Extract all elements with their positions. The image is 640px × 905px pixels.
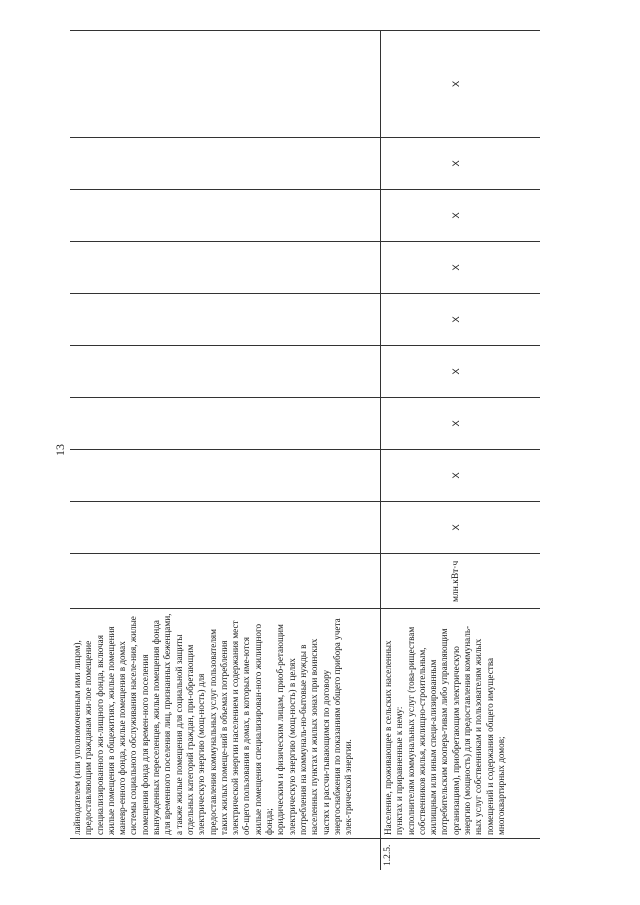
- table-row: [380, 30, 540, 870]
- value-cell: [70, 397, 380, 449]
- value-cell: [70, 189, 380, 241]
- description-paragraph: Население, проживающее в сельских населенных пунктах и приравненные к нему:: [383, 640, 405, 835]
- value-mark: X: [451, 524, 462, 531]
- value-mark: X: [451, 472, 462, 479]
- value-cell: [381, 241, 540, 293]
- value-cell: [70, 293, 380, 345]
- value-cell: [70, 501, 380, 553]
- value-mark: X: [451, 212, 462, 219]
- page-number: 13: [53, 444, 67, 456]
- value-cell: [381, 501, 540, 553]
- value-cell: [381, 137, 540, 189]
- value-cell: [381, 30, 540, 137]
- table-row: [70, 30, 380, 870]
- row-description-cell: [70, 608, 380, 838]
- value-cell: [381, 449, 540, 501]
- description-paragraph: исполнителям коммунальных услуг (това-риществам собственников жилья, жилищно-строительным, жилищным или иным специ-ализированным потребительским коопера-тивам либо управляющим организациям), приобретающим электрическую энергию (мощность) для предоставления коммуналь-ных услуг собственникам и пользователям жилых помещений и содержания общего имущества многоквартирных домов;: [405, 625, 506, 835]
- value-cell: [70, 241, 380, 293]
- value-mark: X: [451, 80, 462, 88]
- tariff-table: [70, 30, 540, 870]
- unit-cell: [70, 553, 380, 608]
- row-number-cell: [381, 838, 540, 870]
- value-cell: [381, 397, 540, 449]
- row-description-cell: [381, 608, 540, 838]
- value-cell: [381, 345, 540, 397]
- description-paragraph: юридическим и физическим лицам, приоб-ретающим электрическую энергию (мощ-ность) в целях потребления на коммуналь-но-бытовые нужды в населенных пунктах и жилых зонах при воинских частях и рассчи-тывающимся по договору энергоснабжения по показаниям общего прибора учета элек-трической энергии.: [275, 618, 354, 835]
- value-mark: X: [451, 368, 462, 375]
- value-cell: [70, 449, 380, 501]
- value-cell: [381, 293, 540, 345]
- row-number-cell: [70, 838, 380, 870]
- row-number: 1.2.5.: [383, 844, 393, 866]
- value-cell: [70, 137, 380, 189]
- unit-cell: [381, 553, 540, 608]
- value-mark: X: [451, 264, 462, 271]
- description-paragraph: лайнодателем (или уполномоченным ими лицом), предоставляющим гражданам жи-лое помещение специализированного жи-лищного фонда, включая жилые помещения в общежитиях, жилые помещения маневр-енного фонда, жилые помещения в домах системы социального обслуживания населе-ния, жилые помещения фонда для времен-ного поселения вынужденных переселенцев, жилые помещения фонда для временного поселения лиц, признанных беженцами, а также жилые помещения для социальной защиты отдельных категорий граждан, при-обретающим электрическую энергию (мощ-ность) для предоставления коммунальных услуг пользователям таких жилых помеще-ний в объемах потребления электрической энергии населением и содержания мест об-щего пользования в домах, в которых име-ются жилые помещения специализирован-ного жилищного фонда;: [72, 613, 275, 835]
- value-cell: [70, 30, 380, 137]
- value-mark: X: [451, 160, 462, 167]
- value-mark: X: [451, 420, 462, 427]
- value-cell: [381, 189, 540, 241]
- unit-label: млн.кВт·ч: [451, 560, 461, 602]
- value-mark: X: [451, 316, 462, 323]
- value-cell: [70, 345, 380, 397]
